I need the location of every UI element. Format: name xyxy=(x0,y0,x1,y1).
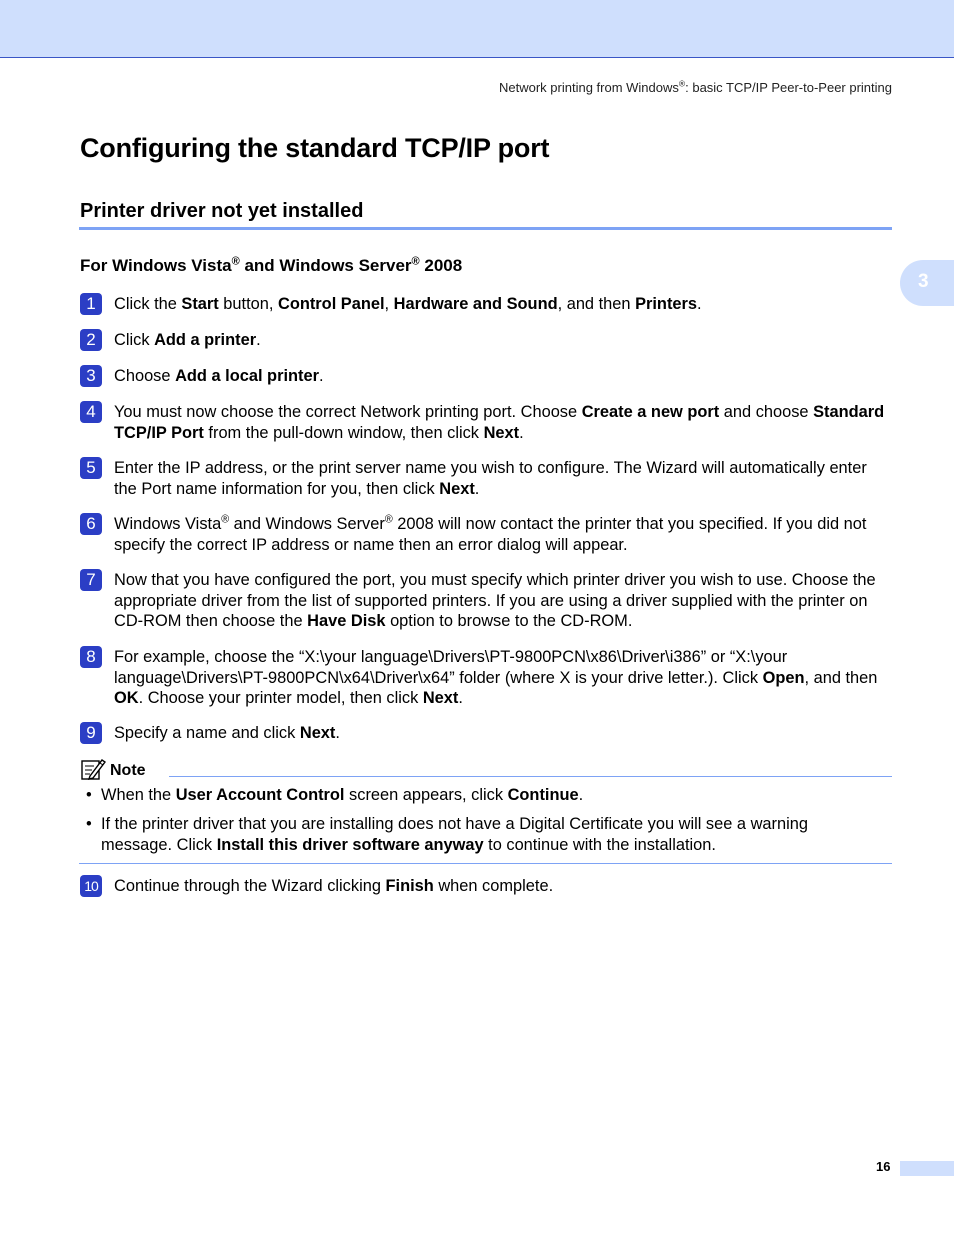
step-number-badge: 4 xyxy=(80,401,102,423)
step-text: Specify a name and click Next. xyxy=(114,724,340,742)
step-number-badge: 10 xyxy=(80,875,102,897)
note-rule xyxy=(169,776,892,777)
step-text: Click the Start button, Control Panel, Hardware and Sound, and then Printers. xyxy=(114,295,702,313)
subsection-text-2: and Windows Server xyxy=(239,256,412,275)
top-band xyxy=(0,0,954,58)
registered-mark: ® xyxy=(678,78,686,89)
running-header-text: Network printing from Windows xyxy=(499,80,679,95)
page-title: Configuring the standard TCP/IP port xyxy=(80,133,550,163)
step-number-badge: 7 xyxy=(80,569,102,591)
step-text: For example, choose the “X:\your language\Drivers\PT-9800PCN\x86\Driver\i386” or “X:\your language\Drivers\PT-9800PCN\x64\Driver\x64” folder (where X is your drive letter.). Click Open, and then OK. Choose your printer model, then click Next. xyxy=(114,648,878,707)
step-text: Continue through the Wizard clicking Finish when complete. xyxy=(114,877,554,895)
chapter-tab xyxy=(900,260,954,306)
bullet-text: If the printer driver that you are installing does not have a Digital Certificate you will see a warning message. Click Install this driver software anyway to continue with the installation. xyxy=(101,815,808,854)
bullet-dot: • xyxy=(86,786,92,804)
note-header xyxy=(80,757,892,781)
section-heading: Printer driver not yet installed xyxy=(80,200,364,222)
section-rule xyxy=(79,227,892,230)
step-text: Click Add a printer. xyxy=(114,331,261,349)
running-header-text-end: : basic TCP/IP Peer-to-Peer printing xyxy=(685,80,892,95)
chapter-number: 3 xyxy=(918,271,929,292)
step-text: Enter the IP address, or the print server name you wish to configure. The Wizard will automatically enter the Port name information for you, then click Next. xyxy=(114,459,867,498)
step-number-badge: 9 xyxy=(80,722,102,744)
note-label: Note xyxy=(110,762,146,779)
step-text: Windows Vista® and Windows Server® 2008 will now contact the printer that you specified. If you did not specify the correct IP address or name then an error dialog will appear. xyxy=(114,513,867,554)
step-number-badge: 5 xyxy=(80,457,102,479)
bullet-dot: • xyxy=(86,815,92,833)
subsection-text-1: For Windows Vista xyxy=(80,256,232,275)
step-number-badge: 1 xyxy=(80,293,102,315)
step-number-badge: 8 xyxy=(80,646,102,668)
note-pencil-icon xyxy=(80,757,106,781)
registered-mark: ® xyxy=(411,255,420,268)
bullet-text: When the User Account Control screen appears, click Continue. xyxy=(101,786,584,804)
subsection-heading xyxy=(80,256,462,276)
subsection-text-3: 2008 xyxy=(419,256,463,275)
step-text: Now that you have configured the port, you must specify which printer driver you wish to use. Choose the appropriate driver from the list of supported printers. If you are using a driver supplied with the printer on CD-ROM then choose the Have Disk option to browse to the CD-ROM. xyxy=(114,571,876,630)
step-text: Choose Add a local printer. xyxy=(114,367,324,385)
step-number-badge: 6 xyxy=(80,513,102,535)
step-number-badge: 3 xyxy=(80,365,102,387)
note-end-rule xyxy=(79,863,892,864)
running-header xyxy=(499,80,892,95)
page-number: 16 xyxy=(876,1159,891,1174)
step-text: You must now choose the correct Network printing port. Choose Create a new port and choose Standard TCP/IP Port from the pull-down window, then click Next. xyxy=(114,403,885,442)
registered-mark: ® xyxy=(231,255,240,268)
page-tab xyxy=(900,1161,954,1176)
step-number-badge: 2 xyxy=(80,329,102,351)
